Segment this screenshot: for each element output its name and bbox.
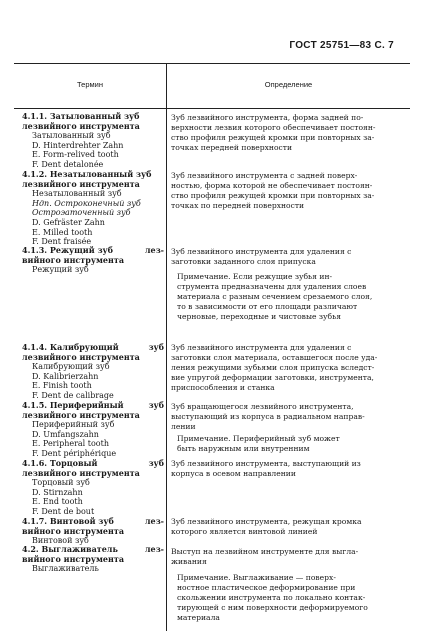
def-line: живания (171, 557, 207, 567)
note-line: Примечание. Выглаживание — поверх- (177, 573, 336, 582)
def-line: корпуса в осевом направлении (171, 469, 296, 479)
def-line: Зуб лезвийного инструмента, режущая кромка (171, 517, 362, 526)
def-line: приспособления и станка (171, 383, 275, 393)
term-title-b: лез- (144, 245, 164, 255)
def-line: выступающий из корпуса в радиальном направ- (171, 412, 365, 422)
term-title-a: 4.1.7. Винтовой зуб (22, 516, 114, 526)
definition-4-1-4 (171, 343, 401, 393)
def-line: которого является винтовой линией (171, 527, 318, 537)
term-title-cont: вийного инструмента (22, 254, 125, 265)
term-short: Торцовый зуб (32, 478, 90, 488)
term-title-cont: вийного инструмента (22, 525, 125, 536)
term-en: E. Milled tooth (32, 227, 93, 237)
term-title-a: 4.1.6. Торцовый (22, 458, 98, 468)
note-line: материала (177, 613, 220, 623)
note-line: скольжении инструмента по локально контак- (177, 593, 366, 603)
term-entry-4-1-7 (22, 517, 164, 546)
term-title-b: лез- (144, 516, 164, 526)
column-divider (166, 107, 167, 631)
term-title-cont: вийного инструмента (22, 553, 125, 564)
note-line: ностное пластическое деформирование при (177, 583, 356, 593)
term-fr: F. Dent de bout (32, 506, 95, 516)
note-line: Примечание. Если режущие зубья ин- (177, 272, 333, 281)
page-header: ГОСТ 25751—83 С. 7 (289, 40, 394, 51)
term-entry-4-1-5 (22, 401, 164, 459)
note-line: материала с разным сечением срезаемого слоя, (177, 292, 373, 302)
note-4-2 (177, 573, 401, 623)
term-title-cont: лезвийного инструмента (22, 351, 140, 362)
definition-4-1-5 (171, 402, 401, 432)
term-title-b: зуб (148, 400, 164, 410)
column-header-term: Термин (77, 80, 103, 89)
def-line: Выступ на лезвийном инструменте для выгла- (171, 547, 359, 556)
def-line: ления режущими зубьями слоя припуска вследст- (171, 363, 375, 373)
definition-4-1-2 (171, 171, 401, 211)
term-title-a: 4.2. Выглаживатель (22, 544, 118, 554)
def-line: Зуб лезвийного инструмента для удаления с (171, 247, 352, 256)
term-short: Режущий зуб (32, 265, 89, 275)
term-fr: F. Dent detalonée (32, 159, 104, 169)
term-entry-4-1-4 (22, 343, 164, 401)
note-line: Примечание. Периферийный зуб может (177, 434, 340, 443)
term-short: Периферийный зуб (32, 420, 115, 430)
term-en: E. Finish tooth (32, 381, 92, 391)
term-en: E. Form-relived tooth (32, 150, 119, 160)
term-title-cont: лезвийного инструмента (22, 120, 140, 131)
definition-4-1-7 (171, 517, 401, 537)
def-line: Зуб лезвийного инструмента для удаления с (171, 343, 352, 352)
term-title-a: 4.1.4. Калибрующий (22, 342, 119, 352)
term-title-a: 4.1.5. Периферийный (22, 400, 124, 410)
note-line: тирующей с ним поверхности деформируемого (177, 603, 368, 613)
term-en: E. End tooth (32, 497, 83, 507)
note-line: черновые, переходные и чистовые зубья (177, 312, 342, 322)
term-de: D. Hinterdrehter Zahn (32, 140, 124, 150)
term-title-cont: лезвийного инструмента (22, 178, 140, 189)
term-de: D. Umfangszahn (32, 429, 99, 439)
term-title: 4.1.2. Незатылованный зуб (22, 169, 152, 179)
term-entry-4-1-1 (22, 112, 164, 170)
def-line: заготовки слоя материала, оставшегося после уда- (171, 353, 378, 363)
column-header-definition: Определение (264, 80, 313, 89)
def-line: точках по передней поверхности (171, 201, 305, 211)
term-title-a: 4.1.3. Режущий зуб (22, 245, 114, 255)
note-4-1-3 (177, 272, 401, 322)
term-entry-4-1-2 (22, 170, 164, 247)
term-short: Выглаживатель (32, 564, 99, 574)
note-line: струмента предназначены для удаления слоев (177, 282, 367, 292)
def-line: заготовки заданного слоя припуска (171, 257, 316, 267)
definition-4-1-6 (171, 459, 401, 479)
term-deprecated-alt: Остроэаточенный зуб (32, 208, 131, 218)
term-deprecated: Ндп. Остроконечный зуб (32, 198, 141, 208)
term-short: Калибрующий зуб (32, 362, 110, 372)
term-entry-4-1-6 (22, 459, 164, 517)
note-4-1-5 (177, 434, 401, 454)
definition-4-2 (171, 547, 401, 567)
term-de: D. Stirnzahn (32, 487, 83, 497)
term-title-cont: лезвийного инструмента (22, 467, 140, 478)
term-title: 4.1.1. Затылованный зуб (22, 111, 140, 121)
term-entry-4-2 (22, 545, 164, 574)
def-line: ностью, форма которой не обеспечивает постоян- (171, 181, 373, 191)
def-line: Зуб лезвийного инструмента с задней поверх- (171, 171, 358, 180)
term-title-cont: лезвийного инструмента (22, 409, 140, 420)
term-de: D. Gefräster Zahn (32, 217, 105, 227)
def-line: ство профиля режущей кромки при повторных за- (171, 191, 375, 201)
term-fr: F. Dent fraisée (32, 237, 92, 247)
table-header (14, 63, 410, 109)
def-line: Зуб лезвийного инструмента, форма задней по- (171, 113, 364, 122)
term-entry-4-1-3 (22, 246, 164, 275)
term-short: Затылованный зуб (32, 131, 111, 141)
term-fr: F. Dent de calibrage (32, 390, 114, 400)
term-title-b: лез- (144, 544, 164, 554)
term-en: E. Peripheral tooth (32, 439, 109, 449)
def-line: ство профиля режущей кромки при повторных за- (171, 133, 375, 143)
def-line: вие упругой деформации заготовки, инструмента, (171, 373, 374, 383)
term-short: Винтовой зуб (32, 536, 89, 546)
def-line: верхности лезвия которого обеспечивает постоян- (171, 123, 376, 133)
definition-4-1-1 (171, 113, 401, 153)
def-line: лении (171, 422, 196, 432)
def-line: Зуб вращающегося лезвийного инструмента, (171, 402, 354, 411)
def-line: точках передней поверхности (171, 143, 293, 153)
def-line: Зуб лезвийного инструмента, выступающий из (171, 459, 361, 468)
term-short: Незатылованный зуб (32, 189, 122, 199)
note-line: быть наружным или внутренним (177, 444, 310, 454)
term-title-b: зуб (148, 342, 164, 352)
term-de: D. Kalibrierzahn (32, 371, 99, 381)
term-fr: F. Dent périphérique (32, 448, 117, 458)
term-title-b: зуб (148, 458, 164, 468)
note-line: то в зависимости от его площади различают (177, 302, 358, 312)
definition-4-1-3 (171, 247, 401, 267)
